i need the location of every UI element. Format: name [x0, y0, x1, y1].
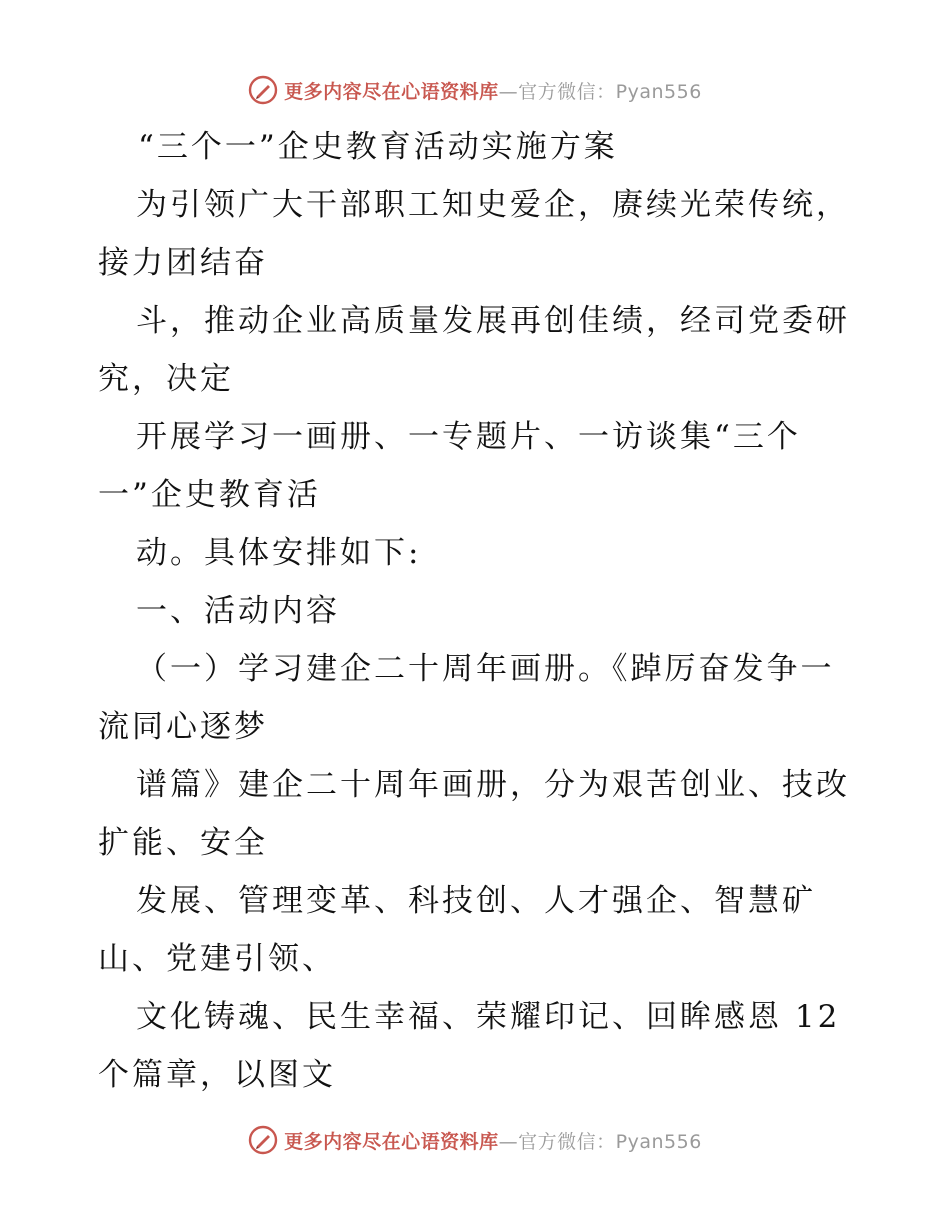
paragraph-line: 文化铸魂、民生幸福、荣耀印记、回眸感恩 12	[136, 999, 841, 1035]
paragraph-line: 究，决定	[98, 361, 234, 397]
footer-banner	[0, 1120, 950, 1160]
pen-logo-icon	[248, 75, 278, 105]
banner-wechat: 官方微信：Pyan556	[518, 80, 702, 103]
paragraph-line: 个篇章，以图文	[98, 1057, 336, 1093]
document-body	[98, 118, 858, 1104]
banner-brand: 更多内容尽在心语资料库	[284, 80, 499, 103]
banner-brand: 更多内容尽在心语资料库	[284, 1130, 499, 1153]
paragraph-line: 流同心逐梦	[98, 709, 268, 745]
paragraph-line: 山、党建引领、	[98, 941, 336, 977]
paragraph-line: 发展、管理变革、科技创、人才强企、智慧矿	[136, 883, 816, 919]
paragraph-line: 谱篇》建企二十周年画册，分为艰苦创业、技改	[136, 767, 850, 803]
paragraph-line: 扩能、安全	[98, 825, 268, 861]
header-banner	[0, 70, 950, 110]
paragraph-line: 动。具体安排如下:	[136, 535, 422, 571]
paragraph-line: （一）学习建企二十周年画册。《踔厉奋发争一	[136, 651, 835, 687]
banner-wechat: 官方微信：Pyan556	[518, 1130, 702, 1153]
paragraph-line: 一”企史教育活	[98, 477, 321, 513]
banner-separator: —	[498, 1130, 519, 1153]
document-title: “三个一”企史教育活动实施方案	[138, 129, 618, 165]
pen-logo-icon	[248, 1125, 278, 1155]
paragraph-line: 为引领广大干部职工知史爱企，赓续光荣传统，	[136, 187, 850, 223]
paragraph-line: 斗，推动企业高质量发展再创佳绩，经司党委研	[136, 303, 850, 339]
banner-separator: —	[498, 80, 519, 103]
paragraph-line: 接力团结奋	[98, 245, 268, 281]
paragraph-line: 开展学习一画册、一专题片、一访谈集“三个	[136, 419, 801, 455]
section-heading: 一、活动内容	[136, 593, 340, 629]
